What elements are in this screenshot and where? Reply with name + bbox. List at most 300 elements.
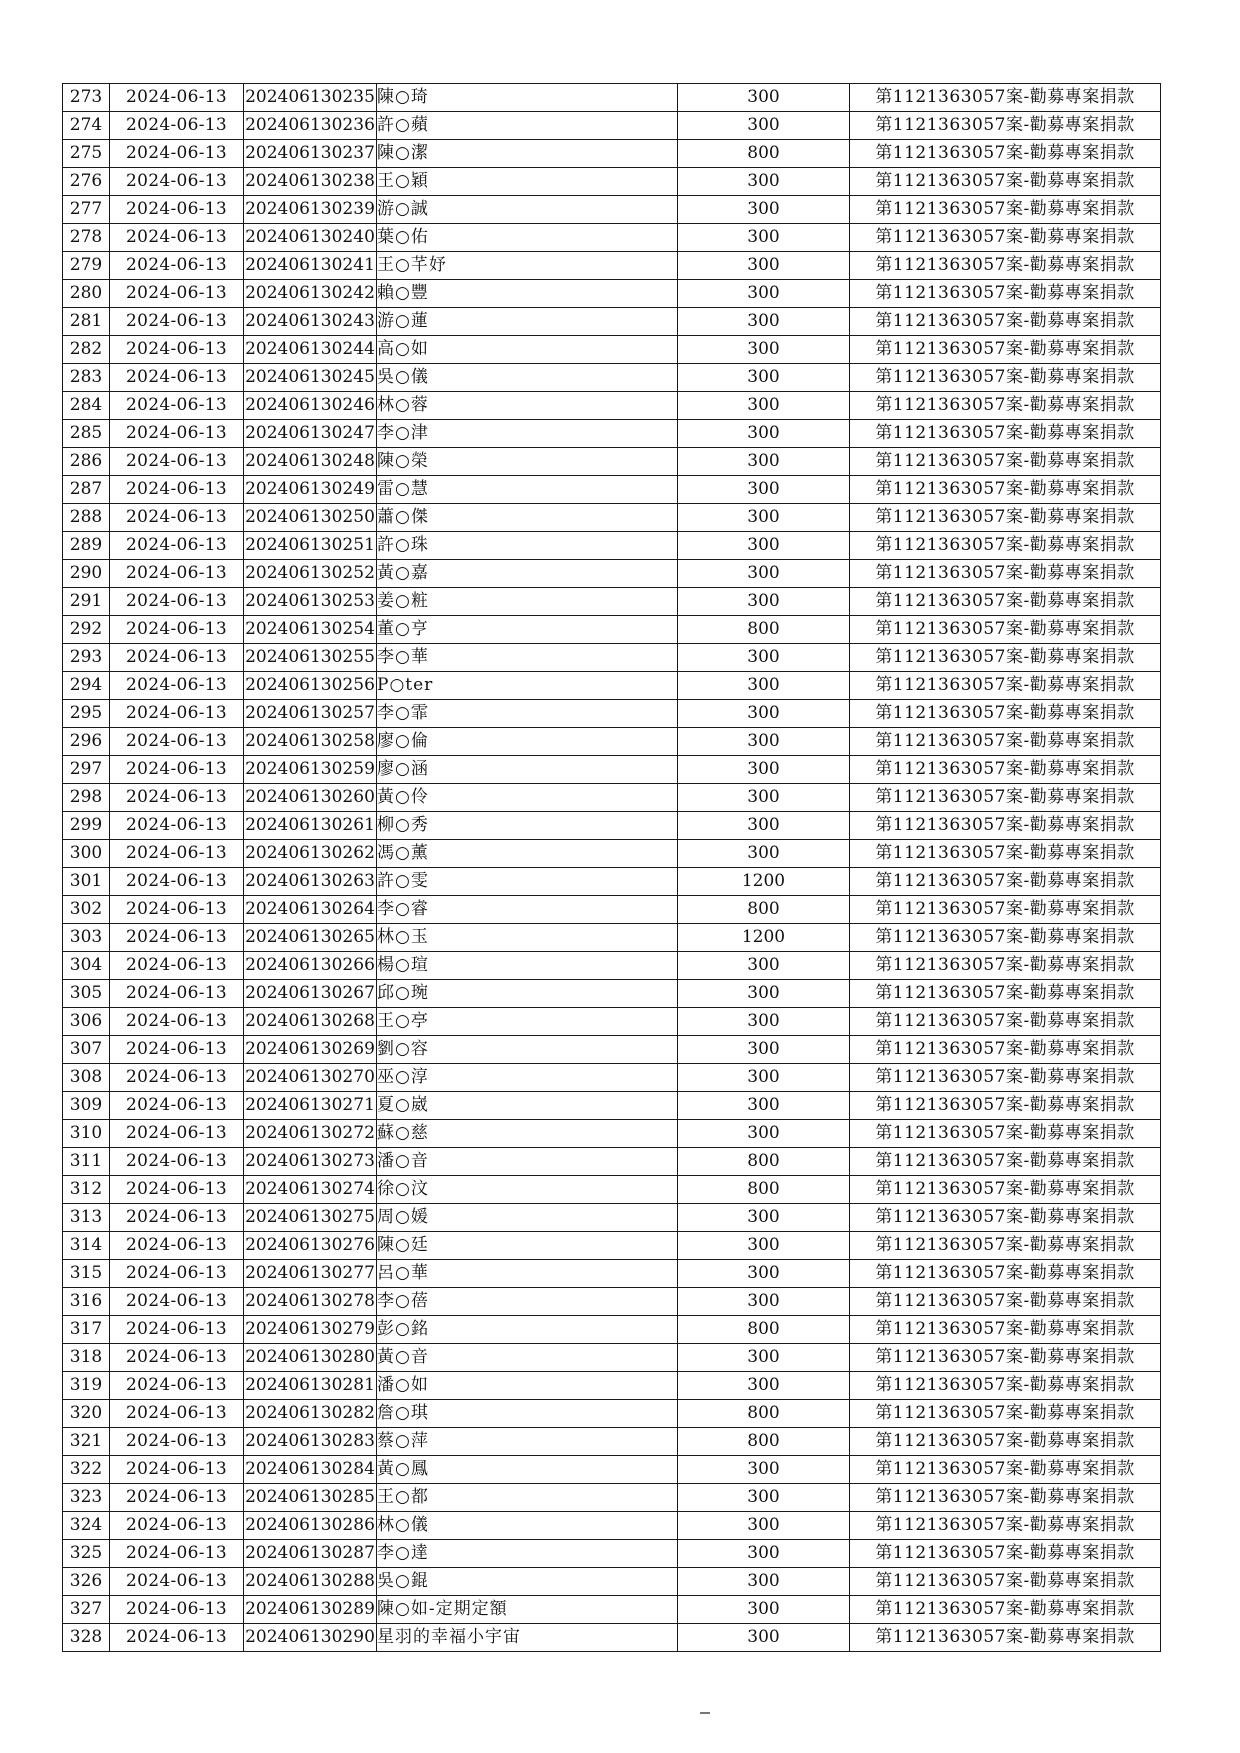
donation-date: 2024-06-13 xyxy=(110,700,244,728)
donor-name: 陳○琦 xyxy=(377,84,678,112)
donor-name: 黃○伶 xyxy=(377,784,678,812)
receipt-number: 202406130241 xyxy=(244,252,377,280)
receipt-number: 202406130263 xyxy=(244,868,377,896)
row-number: 290 xyxy=(63,560,110,588)
row-number: 300 xyxy=(63,840,110,868)
donation-amount: 300 xyxy=(678,980,850,1008)
table-row xyxy=(63,896,1161,924)
donation-date: 2024-06-13 xyxy=(110,1428,244,1456)
donation-amount: 300 xyxy=(678,1092,850,1120)
donation-date: 2024-06-13 xyxy=(110,812,244,840)
donor-name: 林○蓉 xyxy=(377,392,678,420)
donor-name: 李○華 xyxy=(377,644,678,672)
donation-amount: 300 xyxy=(678,1064,850,1092)
receipt-number: 202406130286 xyxy=(244,1512,377,1540)
donation-amount: 800 xyxy=(678,616,850,644)
row-number: 328 xyxy=(63,1624,110,1652)
donation-amount: 300 xyxy=(678,812,850,840)
donor-name: 游○誠 xyxy=(377,196,678,224)
table-row xyxy=(63,1260,1161,1288)
donation-date: 2024-06-13 xyxy=(110,644,244,672)
donation-amount: 300 xyxy=(678,1260,850,1288)
table-row xyxy=(63,616,1161,644)
row-number: 298 xyxy=(63,784,110,812)
donation-purpose: 第1121363057案-勸募專案捐款 xyxy=(850,1372,1161,1400)
donation-amount: 1200 xyxy=(678,924,850,952)
row-number: 283 xyxy=(63,364,110,392)
row-number: 322 xyxy=(63,1456,110,1484)
table-row xyxy=(63,728,1161,756)
receipt-number: 202406130283 xyxy=(244,1428,377,1456)
row-number: 294 xyxy=(63,672,110,700)
donation-amount: 300 xyxy=(678,1204,850,1232)
table-row xyxy=(63,812,1161,840)
donation-amount: 800 xyxy=(678,1148,850,1176)
donation-date: 2024-06-13 xyxy=(110,1372,244,1400)
row-number: 285 xyxy=(63,420,110,448)
donor-name: 蘇○慈 xyxy=(377,1120,678,1148)
receipt-number: 202406130243 xyxy=(244,308,377,336)
donation-purpose: 第1121363057案-勸募專案捐款 xyxy=(850,1540,1161,1568)
donation-amount: 300 xyxy=(678,560,850,588)
table-row xyxy=(63,1120,1161,1148)
receipt-number: 202406130262 xyxy=(244,840,377,868)
donor-name: 周○媛 xyxy=(377,1204,678,1232)
donation-purpose: 第1121363057案-勸募專案捐款 xyxy=(850,980,1161,1008)
table-row xyxy=(63,1008,1161,1036)
receipt-number: 202406130239 xyxy=(244,196,377,224)
receipt-number: 202406130244 xyxy=(244,336,377,364)
row-number: 273 xyxy=(63,84,110,112)
donation-date: 2024-06-13 xyxy=(110,1316,244,1344)
receipt-number: 202406130281 xyxy=(244,1372,377,1400)
receipt-number: 202406130251 xyxy=(244,532,377,560)
donation-purpose: 第1121363057案-勸募專案捐款 xyxy=(850,308,1161,336)
donation-date: 2024-06-13 xyxy=(110,1540,244,1568)
donation-purpose: 第1121363057案-勸募專案捐款 xyxy=(850,812,1161,840)
donation-date: 2024-06-13 xyxy=(110,616,244,644)
donation-date: 2024-06-13 xyxy=(110,476,244,504)
donation-purpose: 第1121363057案-勸募專案捐款 xyxy=(850,1400,1161,1428)
donation-date: 2024-06-13 xyxy=(110,168,244,196)
donation-date: 2024-06-13 xyxy=(110,1064,244,1092)
donation-purpose: 第1121363057案-勸募專案捐款 xyxy=(850,868,1161,896)
donation-purpose: 第1121363057案-勸募專案捐款 xyxy=(850,1176,1161,1204)
receipt-number: 202406130269 xyxy=(244,1036,377,1064)
receipt-number: 202406130275 xyxy=(244,1204,377,1232)
donation-purpose: 第1121363057案-勸募專案捐款 xyxy=(850,1624,1161,1652)
receipt-number: 202406130276 xyxy=(244,1232,377,1260)
donor-name: 賴○豐 xyxy=(377,280,678,308)
donation-purpose: 第1121363057案-勸募專案捐款 xyxy=(850,532,1161,560)
donation-date: 2024-06-13 xyxy=(110,1484,244,1512)
receipt-number: 202406130284 xyxy=(244,1456,377,1484)
receipt-number: 202406130266 xyxy=(244,952,377,980)
row-number: 314 xyxy=(63,1232,110,1260)
row-number: 291 xyxy=(63,588,110,616)
donation-date: 2024-06-13 xyxy=(110,1092,244,1120)
donation-date: 2024-06-13 xyxy=(110,588,244,616)
donor-name: 陳○廷 xyxy=(377,1232,678,1260)
table-row xyxy=(63,308,1161,336)
donation-amount: 300 xyxy=(678,784,850,812)
donor-name: 馮○薰 xyxy=(377,840,678,868)
donation-amount: 300 xyxy=(678,476,850,504)
donation-date: 2024-06-13 xyxy=(110,1204,244,1232)
donation-amount: 300 xyxy=(678,756,850,784)
donation-date: 2024-06-13 xyxy=(110,280,244,308)
donation-amount: 300 xyxy=(678,364,850,392)
donation-date: 2024-06-13 xyxy=(110,196,244,224)
donation-purpose: 第1121363057案-勸募專案捐款 xyxy=(850,1512,1161,1540)
donation-purpose: 第1121363057案-勸募專案捐款 xyxy=(850,1008,1161,1036)
donation-purpose: 第1121363057案-勸募專案捐款 xyxy=(850,616,1161,644)
row-number: 309 xyxy=(63,1092,110,1120)
row-number: 301 xyxy=(63,868,110,896)
donation-date: 2024-06-13 xyxy=(110,448,244,476)
donation-date: 2024-06-13 xyxy=(110,1036,244,1064)
row-number: 274 xyxy=(63,112,110,140)
donor-name: 李○蓓 xyxy=(377,1288,678,1316)
receipt-number: 202406130245 xyxy=(244,364,377,392)
row-number: 275 xyxy=(63,140,110,168)
table-row xyxy=(63,672,1161,700)
donation-amount: 300 xyxy=(678,308,850,336)
table-row xyxy=(63,1036,1161,1064)
receipt-number: 202406130288 xyxy=(244,1568,377,1596)
donation-amount: 300 xyxy=(678,1484,850,1512)
donation-amount: 800 xyxy=(678,1176,850,1204)
donor-name: 王○都 xyxy=(377,1484,678,1512)
donation-date: 2024-06-13 xyxy=(110,728,244,756)
table-row xyxy=(63,588,1161,616)
table-row xyxy=(63,504,1161,532)
donor-name: 姜○粧 xyxy=(377,588,678,616)
donation-date: 2024-06-13 xyxy=(110,1344,244,1372)
donation-table xyxy=(62,83,1161,1652)
donation-amount: 300 xyxy=(678,728,850,756)
donor-name: 劉○容 xyxy=(377,1036,678,1064)
receipt-number: 202406130246 xyxy=(244,392,377,420)
table-row xyxy=(63,980,1161,1008)
donation-purpose: 第1121363057案-勸募專案捐款 xyxy=(850,1036,1161,1064)
donation-purpose: 第1121363057案-勸募專案捐款 xyxy=(850,644,1161,672)
donation-date: 2024-06-13 xyxy=(110,784,244,812)
donation-date: 2024-06-13 xyxy=(110,1624,244,1652)
donation-amount: 300 xyxy=(678,112,850,140)
donor-name: P○ter xyxy=(377,672,678,700)
donation-amount: 300 xyxy=(678,392,850,420)
donation-purpose: 第1121363057案-勸募專案捐款 xyxy=(850,364,1161,392)
table-row xyxy=(63,1512,1161,1540)
row-number: 317 xyxy=(63,1316,110,1344)
row-number: 315 xyxy=(63,1260,110,1288)
donation-date: 2024-06-13 xyxy=(110,308,244,336)
donation-purpose: 第1121363057案-勸募專案捐款 xyxy=(850,1484,1161,1512)
receipt-number: 202406130271 xyxy=(244,1092,377,1120)
donation-purpose: 第1121363057案-勸募專案捐款 xyxy=(850,280,1161,308)
donation-purpose: 第1121363057案-勸募專案捐款 xyxy=(850,1316,1161,1344)
donation-amount: 300 xyxy=(678,1512,850,1540)
receipt-number: 202406130254 xyxy=(244,616,377,644)
donation-amount: 300 xyxy=(678,588,850,616)
donation-purpose: 第1121363057案-勸募專案捐款 xyxy=(850,112,1161,140)
donation-amount: 300 xyxy=(678,84,850,112)
donation-purpose: 第1121363057案-勸募專案捐款 xyxy=(850,1064,1161,1092)
donation-date: 2024-06-13 xyxy=(110,952,244,980)
donor-name: 李○睿 xyxy=(377,896,678,924)
page-footer-mark xyxy=(700,1712,710,1714)
table-row xyxy=(63,1316,1161,1344)
row-number: 277 xyxy=(63,196,110,224)
donation-amount: 300 xyxy=(678,504,850,532)
row-number: 304 xyxy=(63,952,110,980)
table-row xyxy=(63,644,1161,672)
table-row xyxy=(63,1428,1161,1456)
row-number: 282 xyxy=(63,336,110,364)
donation-amount: 300 xyxy=(678,1456,850,1484)
table-row xyxy=(63,392,1161,420)
row-number: 278 xyxy=(63,224,110,252)
donor-name: 葉○佑 xyxy=(377,224,678,252)
donor-name: 許○雯 xyxy=(377,868,678,896)
donation-date: 2024-06-13 xyxy=(110,1288,244,1316)
donation-purpose: 第1121363057案-勸募專案捐款 xyxy=(850,728,1161,756)
table-row xyxy=(63,336,1161,364)
donor-name: 詹○琪 xyxy=(377,1400,678,1428)
receipt-number: 202406130242 xyxy=(244,280,377,308)
donation-date: 2024-06-13 xyxy=(110,1568,244,1596)
table-row xyxy=(63,224,1161,252)
donor-name: 黃○嘉 xyxy=(377,560,678,588)
donation-purpose: 第1121363057案-勸募專案捐款 xyxy=(850,252,1161,280)
row-number: 316 xyxy=(63,1288,110,1316)
donor-name: 黃○鳳 xyxy=(377,1456,678,1484)
table-row xyxy=(63,364,1161,392)
donor-name: 潘○音 xyxy=(377,1148,678,1176)
donation-date: 2024-06-13 xyxy=(110,896,244,924)
donation-purpose: 第1121363057案-勸募專案捐款 xyxy=(850,420,1161,448)
donation-date: 2024-06-13 xyxy=(110,980,244,1008)
donation-amount: 1200 xyxy=(678,868,850,896)
donor-name: 林○儀 xyxy=(377,1512,678,1540)
table-row xyxy=(63,168,1161,196)
donation-purpose: 第1121363057案-勸募專案捐款 xyxy=(850,84,1161,112)
donor-name: 王○芊妤 xyxy=(377,252,678,280)
donation-amount: 300 xyxy=(678,1344,850,1372)
row-number: 280 xyxy=(63,280,110,308)
receipt-number: 202406130250 xyxy=(244,504,377,532)
receipt-number: 202406130265 xyxy=(244,924,377,952)
table-row xyxy=(63,1400,1161,1428)
table-row xyxy=(63,1092,1161,1120)
donation-amount: 300 xyxy=(678,1288,850,1316)
receipt-number: 202406130238 xyxy=(244,168,377,196)
donor-name: 李○霏 xyxy=(377,700,678,728)
donation-date: 2024-06-13 xyxy=(110,1260,244,1288)
row-number: 289 xyxy=(63,532,110,560)
receipt-number: 202406130280 xyxy=(244,1344,377,1372)
table-row xyxy=(63,532,1161,560)
row-number: 312 xyxy=(63,1176,110,1204)
receipt-number: 202406130290 xyxy=(244,1624,377,1652)
row-number: 308 xyxy=(63,1064,110,1092)
row-number: 307 xyxy=(63,1036,110,1064)
donation-amount: 300 xyxy=(678,1232,850,1260)
table-row xyxy=(63,924,1161,952)
table-row xyxy=(63,1624,1161,1652)
row-number: 302 xyxy=(63,896,110,924)
table-row xyxy=(63,784,1161,812)
donor-name: 許○珠 xyxy=(377,532,678,560)
donation-amount: 300 xyxy=(678,1372,850,1400)
table-row xyxy=(63,1232,1161,1260)
donor-name: 楊○瑄 xyxy=(377,952,678,980)
receipt-number: 202406130252 xyxy=(244,560,377,588)
row-number: 297 xyxy=(63,756,110,784)
donation-date: 2024-06-13 xyxy=(110,1008,244,1036)
table-row xyxy=(63,1568,1161,1596)
row-number: 295 xyxy=(63,700,110,728)
donation-purpose: 第1121363057案-勸募專案捐款 xyxy=(850,672,1161,700)
receipt-number: 202406130257 xyxy=(244,700,377,728)
donation-date: 2024-06-13 xyxy=(110,532,244,560)
receipt-number: 202406130277 xyxy=(244,1260,377,1288)
donation-amount: 300 xyxy=(678,1596,850,1624)
donation-ledger-sheet xyxy=(62,83,1160,1652)
donor-name: 陳○榮 xyxy=(377,448,678,476)
row-number: 288 xyxy=(63,504,110,532)
donation-amount: 300 xyxy=(678,224,850,252)
donation-date: 2024-06-13 xyxy=(110,420,244,448)
receipt-number: 202406130264 xyxy=(244,896,377,924)
receipt-number: 202406130273 xyxy=(244,1148,377,1176)
donor-name: 許○蘋 xyxy=(377,112,678,140)
table-row xyxy=(63,700,1161,728)
row-number: 311 xyxy=(63,1148,110,1176)
row-number: 326 xyxy=(63,1568,110,1596)
donation-table-body xyxy=(63,84,1161,1652)
row-number: 296 xyxy=(63,728,110,756)
row-number: 284 xyxy=(63,392,110,420)
donation-date: 2024-06-13 xyxy=(110,1232,244,1260)
receipt-number: 202406130278 xyxy=(244,1288,377,1316)
donation-purpose: 第1121363057案-勸募專案捐款 xyxy=(850,1428,1161,1456)
donation-amount: 800 xyxy=(678,1316,850,1344)
row-number: 318 xyxy=(63,1344,110,1372)
donation-purpose: 第1121363057案-勸募專案捐款 xyxy=(850,784,1161,812)
donation-purpose: 第1121363057案-勸募專案捐款 xyxy=(850,588,1161,616)
table-row xyxy=(63,1288,1161,1316)
table-row xyxy=(63,448,1161,476)
donation-date: 2024-06-13 xyxy=(110,1176,244,1204)
donation-amount: 300 xyxy=(678,448,850,476)
table-row xyxy=(63,560,1161,588)
donation-amount: 300 xyxy=(678,336,850,364)
donor-name: 呂○華 xyxy=(377,1260,678,1288)
donation-purpose: 第1121363057案-勸募專案捐款 xyxy=(850,504,1161,532)
donation-date: 2024-06-13 xyxy=(110,364,244,392)
table-row xyxy=(63,280,1161,308)
donor-name: 蕭○傑 xyxy=(377,504,678,532)
receipt-number: 202406130260 xyxy=(244,784,377,812)
donation-amount: 300 xyxy=(678,252,850,280)
donation-purpose: 第1121363057案-勸募專案捐款 xyxy=(850,1148,1161,1176)
donor-name: 廖○倫 xyxy=(377,728,678,756)
receipt-number: 202406130279 xyxy=(244,1316,377,1344)
donation-date: 2024-06-13 xyxy=(110,336,244,364)
donation-amount: 300 xyxy=(678,532,850,560)
table-row xyxy=(63,140,1161,168)
donation-purpose: 第1121363057案-勸募專案捐款 xyxy=(850,1596,1161,1624)
donor-name: 巫○淳 xyxy=(377,1064,678,1092)
donation-amount: 800 xyxy=(678,1428,850,1456)
donation-date: 2024-06-13 xyxy=(110,672,244,700)
receipt-number: 202406130255 xyxy=(244,644,377,672)
row-number: 310 xyxy=(63,1120,110,1148)
table-row xyxy=(63,1204,1161,1232)
receipt-number: 202406130287 xyxy=(244,1540,377,1568)
receipt-number: 202406130268 xyxy=(244,1008,377,1036)
row-number: 324 xyxy=(63,1512,110,1540)
donation-date: 2024-06-13 xyxy=(110,756,244,784)
donor-name: 星羽的幸福小宇宙 xyxy=(377,1624,678,1652)
donation-purpose: 第1121363057案-勸募專案捐款 xyxy=(850,476,1161,504)
donor-name: 彭○銘 xyxy=(377,1316,678,1344)
donation-purpose: 第1121363057案-勸募專案捐款 xyxy=(850,924,1161,952)
donor-name: 王○亭 xyxy=(377,1008,678,1036)
receipt-number: 202406130267 xyxy=(244,980,377,1008)
receipt-number: 202406130274 xyxy=(244,1176,377,1204)
donation-purpose: 第1121363057案-勸募專案捐款 xyxy=(850,952,1161,980)
donor-name: 雷○慧 xyxy=(377,476,678,504)
receipt-number: 202406130285 xyxy=(244,1484,377,1512)
row-number: 325 xyxy=(63,1540,110,1568)
receipt-number: 202406130236 xyxy=(244,112,377,140)
receipt-number: 202406130261 xyxy=(244,812,377,840)
donation-purpose: 第1121363057案-勸募專案捐款 xyxy=(850,1568,1161,1596)
receipt-number: 202406130258 xyxy=(244,728,377,756)
donation-purpose: 第1121363057案-勸募專案捐款 xyxy=(850,1120,1161,1148)
donation-purpose: 第1121363057案-勸募專案捐款 xyxy=(850,756,1161,784)
row-number: 320 xyxy=(63,1400,110,1428)
donor-name: 李○達 xyxy=(377,1540,678,1568)
donor-name: 吳○儀 xyxy=(377,364,678,392)
donor-name: 潘○如 xyxy=(377,1372,678,1400)
donation-amount: 300 xyxy=(678,1120,850,1148)
table-row xyxy=(63,196,1161,224)
row-number: 305 xyxy=(63,980,110,1008)
row-number: 313 xyxy=(63,1204,110,1232)
receipt-number: 202406130289 xyxy=(244,1596,377,1624)
table-row xyxy=(63,952,1161,980)
row-number: 292 xyxy=(63,616,110,644)
row-number: 276 xyxy=(63,168,110,196)
row-number: 323 xyxy=(63,1484,110,1512)
receipt-number: 202406130270 xyxy=(244,1064,377,1092)
donation-date: 2024-06-13 xyxy=(110,84,244,112)
donation-date: 2024-06-13 xyxy=(110,1120,244,1148)
donation-amount: 300 xyxy=(678,196,850,224)
table-row xyxy=(63,252,1161,280)
donation-date: 2024-06-13 xyxy=(110,392,244,420)
row-number: 286 xyxy=(63,448,110,476)
table-row xyxy=(63,1176,1161,1204)
donor-name: 夏○崴 xyxy=(377,1092,678,1120)
table-row xyxy=(63,1148,1161,1176)
donation-purpose: 第1121363057案-勸募專案捐款 xyxy=(850,1092,1161,1120)
donation-purpose: 第1121363057案-勸募專案捐款 xyxy=(850,840,1161,868)
